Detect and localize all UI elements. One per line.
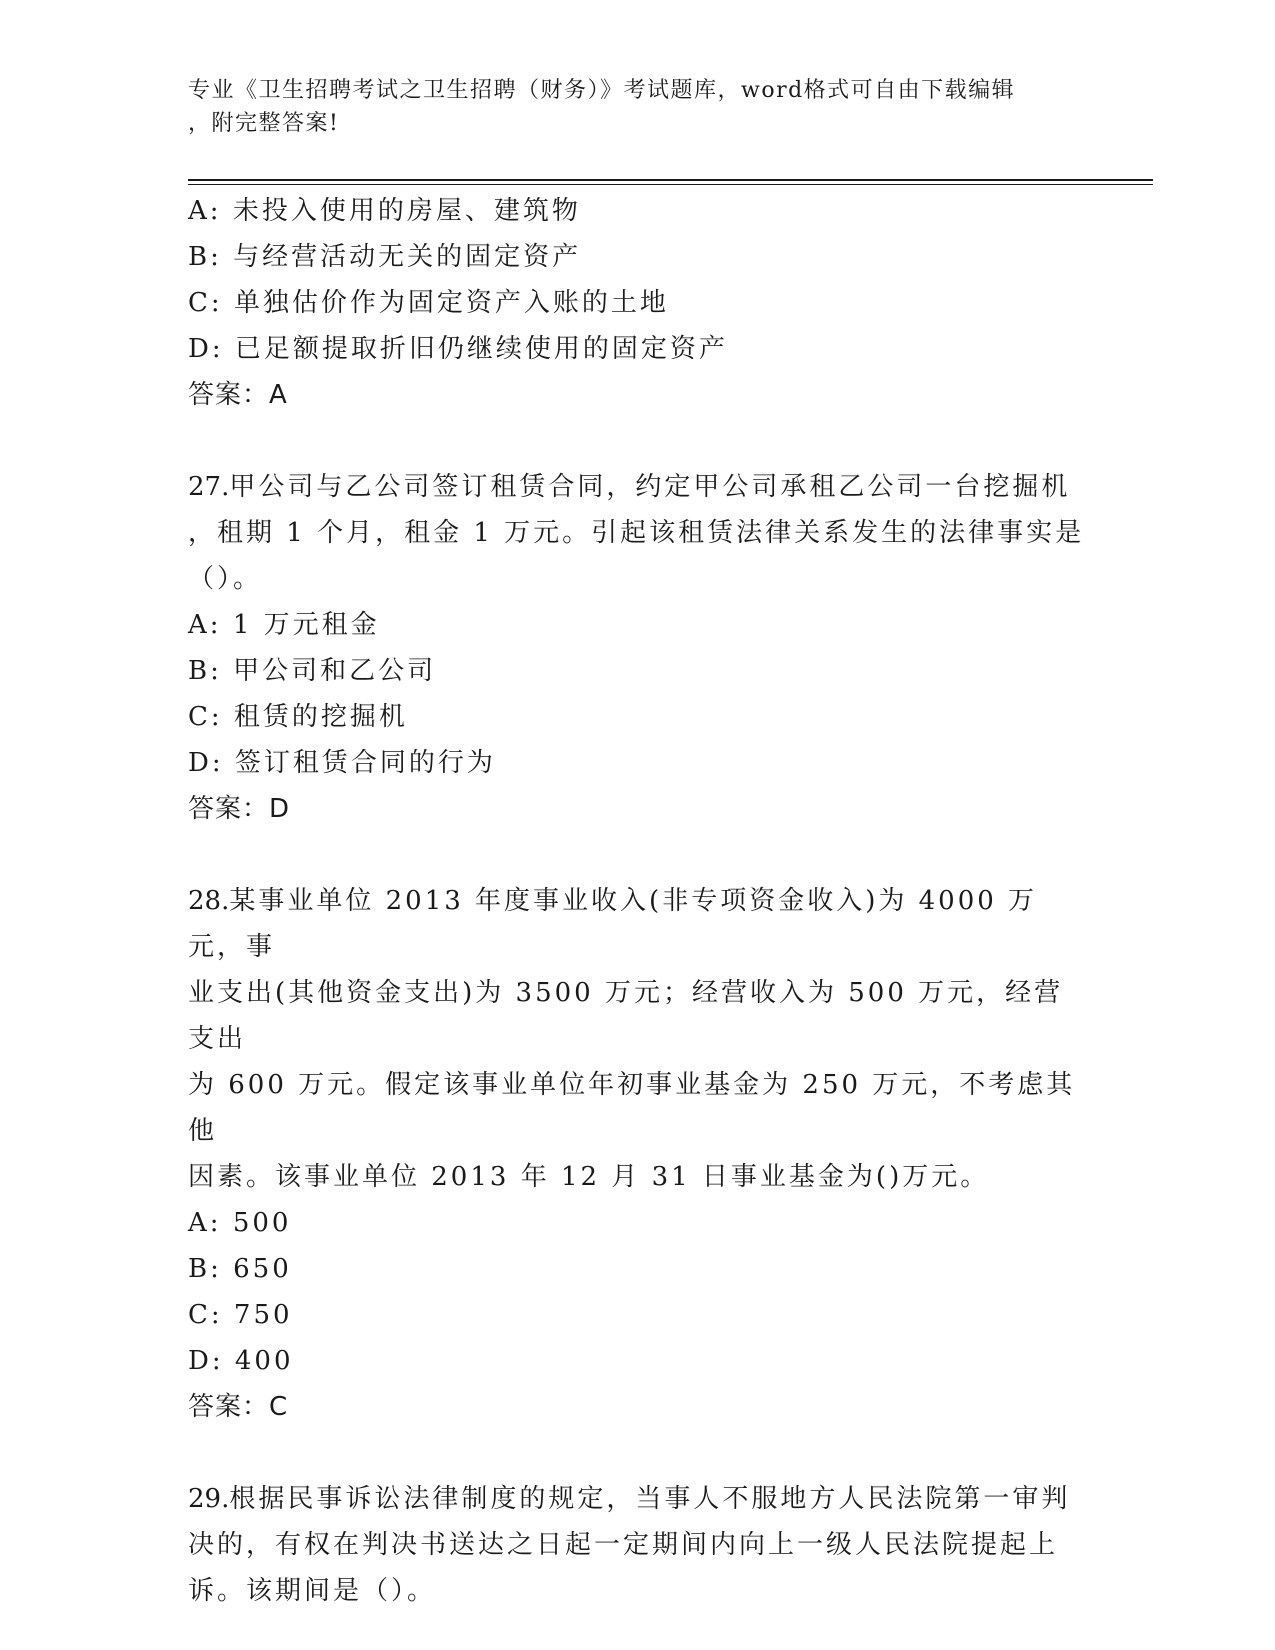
option-text: 400	[234, 1346, 294, 1376]
option-text: 签订租赁合同的行为	[234, 748, 496, 778]
option-label: B:	[188, 656, 222, 686]
header-line-1: 专业《卫生招聘考试之卫生招聘（财务）》考试题库，word格式可自由下载编辑	[188, 78, 1016, 103]
header-divider-thin	[188, 184, 1153, 185]
question-stem	[188, 878, 1088, 1200]
question-stem	[188, 464, 1088, 602]
option-label: A:	[188, 1208, 222, 1238]
question-stem	[188, 1476, 1088, 1614]
question-number: 27.	[188, 472, 230, 502]
option-d	[188, 1338, 1088, 1384]
partial-question	[188, 188, 1088, 418]
option-text: 甲公司和乙公司	[233, 656, 437, 686]
option-d	[188, 326, 1088, 372]
option-text: 500	[232, 1208, 292, 1238]
option-text: 已足额提取折旧仍继续使用的固定资产	[234, 334, 728, 364]
answer-line: 答案：D	[188, 794, 291, 824]
option-text: 650	[233, 1254, 292, 1284]
question-28	[188, 878, 1088, 1430]
option-a	[188, 602, 1088, 648]
stem-line: ，租期 1 个月，租金 1 万元。引起该租赁法律关系发生的法律事实是	[188, 518, 1085, 548]
option-label: D:	[188, 334, 224, 364]
option-a	[188, 1200, 1088, 1246]
stem-line: （）。	[188, 564, 263, 594]
option-label: C:	[188, 1300, 223, 1330]
question-number: 28.	[188, 886, 230, 916]
answer-line: 答案：A	[188, 380, 288, 410]
question-list	[188, 188, 1088, 1614]
document-header	[188, 74, 1088, 140]
stem-line: 诉。该期间是（）。	[188, 1576, 437, 1606]
option-label: C:	[188, 702, 223, 732]
option-a	[188, 188, 1088, 234]
option-label: D:	[188, 748, 224, 778]
header-divider-thick	[188, 179, 1153, 181]
option-c	[188, 1292, 1088, 1338]
question-number: 29.	[188, 1484, 230, 1514]
question-27	[188, 464, 1088, 832]
stem-line: 29.根据民事诉讼法律制度的规定，当事人不服地方人民法院第一审判	[188, 1484, 1071, 1514]
stem-line: 27.甲公司与乙公司签订租赁合同，约定甲公司承租乙公司一台挖掘机	[188, 472, 1071, 502]
option-b	[188, 648, 1088, 694]
option-d	[188, 740, 1088, 786]
option-label: B:	[188, 242, 222, 272]
question-29	[188, 1476, 1088, 1614]
option-label: B:	[188, 1254, 222, 1284]
option-text: 未投入使用的房屋、建筑物	[232, 196, 581, 226]
option-label: D:	[188, 1346, 224, 1376]
option-c	[188, 280, 1088, 326]
stem-line: 决的，有权在判决书送达之日起一定期间内向上一级人民法院提起上	[188, 1530, 1059, 1560]
option-label: A:	[188, 196, 222, 226]
option-text: 1 万元租金	[232, 610, 380, 640]
stem-line: 因素。该事业单位 2013 年 12 月 31 日事业基金为()万元。	[188, 1162, 990, 1192]
stem-line: 28.某事业单位 2013 年度事业收入(非专项资金收入)为 4000 万元，事	[188, 886, 1038, 962]
stem-line: 为 600 万元。假定该事业单位年初事业基金为 250 万元，不考虑其他	[188, 1070, 1076, 1146]
option-b	[188, 234, 1088, 280]
option-text: 单独估价作为固定资产入账的土地	[233, 288, 669, 318]
stem-line: 业支出(其他资金支出)为 3500 万元；经营收入为 500 万元，经营支出	[188, 978, 1064, 1054]
option-b	[188, 1246, 1088, 1292]
option-text: 租赁的挖掘机	[233, 702, 408, 732]
option-text: 与经营活动无关的固定资产	[233, 242, 582, 272]
option-label: A:	[188, 610, 222, 640]
option-label: C:	[188, 288, 223, 318]
header-line-2: ，附完整答案!	[188, 111, 340, 136]
option-text: 750	[233, 1300, 293, 1330]
answer-line: 答案：C	[188, 1392, 289, 1422]
option-c	[188, 694, 1088, 740]
